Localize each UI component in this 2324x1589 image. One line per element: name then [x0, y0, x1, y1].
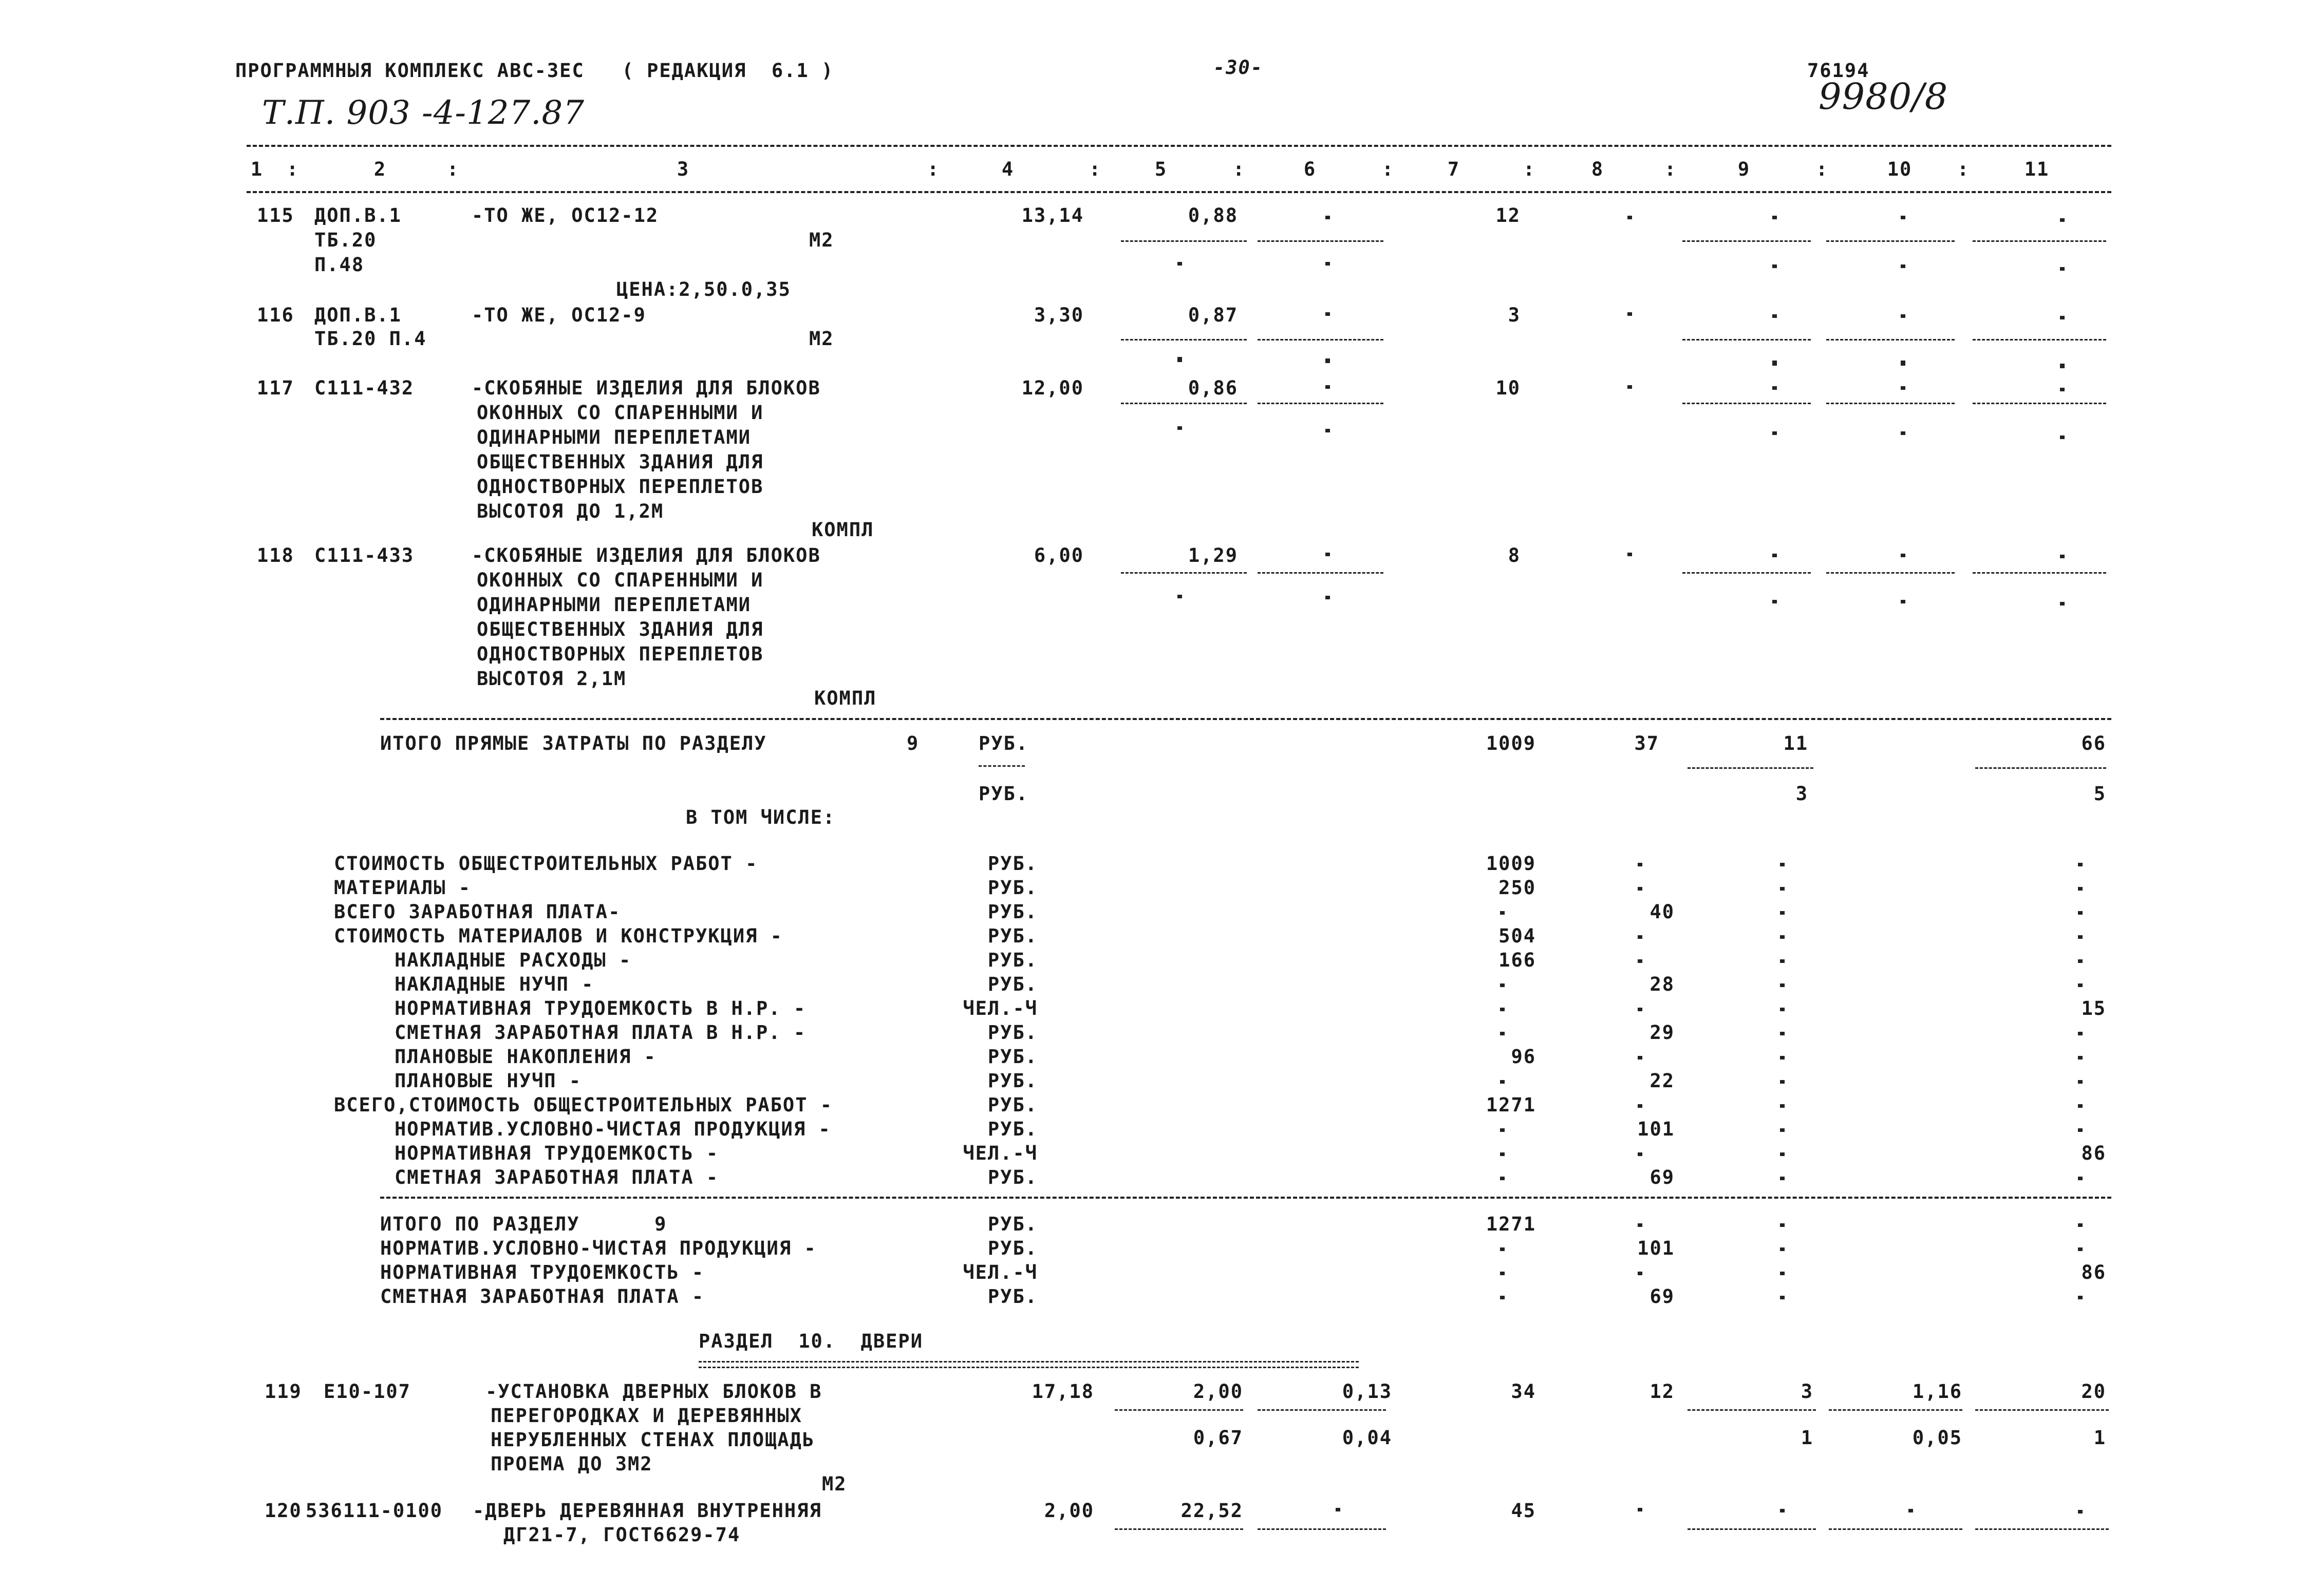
col-header-11: 11 — [2024, 158, 2050, 180]
nil-mark — [1901, 431, 1905, 435]
row-code: ДОП.В.1 — [314, 304, 402, 326]
row-unit-cost: 0,88 — [1188, 204, 1238, 226]
row-description-line: -СКОБЯНЫЕ ИЗДЕЛИЯ ДЛЯ БЛОКОВ — [472, 544, 821, 566]
col-header-8: 8 — [1591, 158, 1604, 180]
nil-mark — [2078, 1296, 2083, 1299]
breakdown-label: ВСЕГО,СТОИМОСТЬ ОБЩЕСТРОИТЕЛЬНЫХ РАБОТ - — [334, 1094, 833, 1116]
project-number-handwritten: Т.П. 903 -4-127.87 — [262, 94, 585, 132]
sub-rule — [1688, 1409, 1816, 1411]
nil-mark — [2078, 1032, 2083, 1035]
row-unit-cost: 0,87 — [1188, 304, 1238, 326]
nil-mark — [1772, 600, 1777, 603]
nil-mark — [1500, 1008, 1505, 1011]
row-code-line: ТБ.20 П.4 — [314, 328, 427, 350]
nil-mark — [2060, 388, 2065, 391]
col-sep: : — [927, 158, 940, 180]
nil-mark — [1772, 314, 1777, 318]
breakdown-c7: 504 — [1498, 925, 1536, 947]
breakdown-unit: РУБ. — [987, 1094, 1038, 1116]
nil-mark — [1638, 935, 1642, 939]
breakdown-c7: 96 — [1511, 1046, 1536, 1068]
breakdown-c7: 166 — [1498, 949, 1536, 971]
breakdown-c8: 40 — [1650, 901, 1675, 923]
nil-mark — [1780, 1152, 1785, 1156]
sub-rule — [1826, 240, 1955, 242]
nil-mark — [1627, 553, 1632, 556]
sub-rule — [1682, 240, 1811, 242]
row-number: 116 — [257, 304, 294, 326]
row-unit-cost: 2,00 — [1193, 1380, 1243, 1403]
breakdown-label: МАТЕРИАЛЫ - — [334, 877, 472, 899]
sub-rule — [1682, 339, 1811, 340]
row-number: 118 — [257, 544, 294, 566]
col-sep: : — [287, 158, 299, 180]
nil-mark — [1627, 312, 1632, 316]
row-description-line: ВЫСОТОЯ ДО 1,2М — [477, 500, 664, 522]
sub-rule — [1826, 572, 1955, 574]
section-total-c8: 69 — [1650, 1285, 1675, 1308]
section-total-c8: 101 — [1637, 1237, 1675, 1259]
breakdown-unit: РУБ. — [987, 1118, 1038, 1140]
nil-mark — [1772, 386, 1777, 390]
sub-rule — [1115, 1409, 1243, 1411]
nil-mark — [1901, 314, 1905, 318]
breakdown-label: НОРМАТИВНАЯ ТРУДОЕМКОСТЬ - — [395, 1142, 719, 1164]
nil-mark — [1325, 553, 1330, 556]
nil-mark — [1901, 554, 1905, 557]
row-quantity: 17,18 — [1032, 1380, 1094, 1403]
nil-mark — [1780, 1272, 1785, 1275]
row-description-line: ОДИНАРНЫМИ ПЕРЕПЛЕТАМИ — [477, 426, 752, 448]
section-total-c11: 86 — [2081, 1261, 2106, 1283]
breakdown-label: ВСЕГО ЗАРАБОТНАЯ ПЛАТА- — [334, 901, 621, 923]
section-total-label: НОРМАТИВ.УСЛОВНО-ЧИСТАЯ ПРОДУКЦИЯ - — [380, 1237, 817, 1259]
row-number: 120 — [265, 1500, 302, 1522]
breakdown-label: НОРМАТИВ.УСЛОВНО-ЧИСТАЯ ПРОДУКЦИЯ - — [395, 1118, 831, 1140]
col-sep: : — [1382, 158, 1395, 180]
row-number: 115 — [257, 204, 294, 226]
nil-mark — [1780, 1177, 1785, 1180]
row-unit-cost: 1,29 — [1188, 544, 1238, 566]
breakdown-unit: ЧЕЛ.-Ч — [963, 997, 1038, 1019]
nil-mark — [1500, 1247, 1505, 1251]
col-sep: : — [1089, 158, 1102, 180]
nil-mark — [2060, 436, 2065, 439]
nil-mark — [1901, 362, 1905, 366]
row-labor-cost: 0,13 — [1342, 1380, 1392, 1403]
nil-mark — [1772, 362, 1777, 366]
col-header-4: 4 — [1001, 158, 1015, 180]
row-code-line: П.48 — [314, 254, 365, 276]
col-header-10: 10 — [1887, 158, 1913, 180]
row-quantity: 3,30 — [1034, 304, 1084, 326]
row-unit-cost: 22,52 — [1180, 1500, 1243, 1522]
row-code-line: ТБ.20 — [314, 229, 377, 251]
nil-mark — [1638, 863, 1642, 866]
row-c10-sub: 0,05 — [1912, 1427, 1962, 1449]
col-header-6: 6 — [1303, 158, 1317, 180]
nil-mark — [1500, 1080, 1505, 1084]
nil-mark — [1901, 600, 1905, 603]
breakdown-unit: РУБ. — [987, 1166, 1038, 1188]
nil-mark — [2078, 1177, 2083, 1180]
breakdown-unit: РУБ. — [987, 877, 1038, 899]
nil-mark — [1500, 1296, 1505, 1299]
nil-mark — [1500, 1272, 1505, 1275]
col-sep: : — [447, 158, 460, 180]
nil-mark — [1500, 1128, 1505, 1132]
row-unit: КОМПЛ — [812, 519, 874, 541]
row-c11: 20 — [2081, 1380, 2106, 1403]
nil-mark — [1638, 1056, 1642, 1060]
row-description-line: ОБЩЕСТВЕННЫХ ЗДАНИЯ ДЛЯ — [477, 618, 764, 640]
row-description-line: ОДНОСТВОРНЫХ ПЕРЕПЛЕТОВ — [477, 643, 764, 665]
sub-rule — [1975, 1528, 2109, 1530]
sub-rule — [1829, 1528, 1962, 1530]
total-c11-sub: 5 — [2093, 783, 2106, 805]
row-code: ДОП.В.1 — [314, 204, 402, 226]
row-unit: М2 — [822, 1473, 847, 1495]
program-title: ПРОГРАММНЫЯ КОМПЛЕКС АВС-3ЕС ( РЕДАКЦИЯ 6.1 ) — [235, 60, 834, 82]
col-header-9: 9 — [1737, 158, 1751, 180]
nil-mark — [2078, 1080, 2083, 1084]
sub-rule — [1258, 1409, 1386, 1411]
row-quantity: 6,00 — [1034, 544, 1084, 566]
breakdown-label: СМЕТНАЯ ЗАРАБОТНАЯ ПЛАТА - — [395, 1166, 719, 1188]
nil-mark — [1638, 959, 1642, 963]
nil-mark — [1772, 264, 1777, 268]
nil-mark — [1772, 554, 1777, 557]
row-c11-sub: 1 — [2093, 1427, 2106, 1449]
row-description-line: ПЕРЕГОРОДКАХ И ДЕРЕВЯННЫХ — [491, 1405, 802, 1427]
sub-rule — [1121, 240, 1247, 242]
breakdown-unit: РУБ. — [987, 1046, 1038, 1068]
row-quantity: 2,00 — [1044, 1500, 1094, 1522]
nil-mark — [1780, 1008, 1785, 1011]
sub-rule — [1682, 572, 1811, 574]
breakdown-label: СТОИМОСТЬ МАТЕРИАЛОВ И КОНСТРУКЦИЯ - — [334, 925, 783, 947]
nil-mark — [2078, 863, 2083, 866]
row-number: 119 — [265, 1380, 302, 1403]
nil-mark — [1780, 1104, 1785, 1108]
breakdown-c11: 15 — [2081, 997, 2106, 1019]
row-code: Е10-107 — [324, 1380, 411, 1403]
sub-rule — [1121, 403, 1247, 404]
totals-rule — [380, 718, 2111, 720]
breakdown-unit: ЧЕЛ.-Ч — [963, 1142, 1038, 1164]
total-c11: 66 — [2081, 732, 2106, 754]
nil-mark — [1901, 264, 1905, 268]
nil-mark — [1177, 426, 1182, 430]
row-code: С111-432 — [314, 377, 415, 399]
breakdown-c7: 250 — [1498, 877, 1536, 899]
breakdown-c8: 29 — [1650, 1021, 1675, 1044]
including-label: В ТОМ ЧИСЛЕ: — [686, 806, 836, 828]
nil-mark — [2078, 1104, 2083, 1108]
nil-mark — [1325, 385, 1330, 389]
row-description-line: ОДНОСТВОРНЫХ ПЕРЕПЛЕТОВ — [477, 476, 764, 498]
sub-rule — [1258, 339, 1383, 340]
row-total: 45 — [1511, 1500, 1536, 1522]
nil-mark — [2078, 911, 2083, 915]
nil-mark — [2060, 267, 2065, 271]
nil-mark — [2060, 555, 2065, 558]
row-description-line: ОБЩЕСТВЕННЫХ ЗДАНИЯ ДЛЯ — [477, 451, 764, 473]
col-sep: : — [1664, 158, 1677, 180]
breakdown-unit: РУБ. — [987, 973, 1038, 995]
nil-mark — [2078, 1223, 2083, 1227]
col-sep: : — [1957, 158, 1970, 180]
sub-rule — [1258, 240, 1383, 242]
sub-rule — [1121, 339, 1247, 340]
nil-mark — [2078, 959, 2083, 963]
breakdown-label: НОРМАТИВНАЯ ТРУДОЕМКОСТЬ В Н.Р. - — [395, 997, 807, 1019]
nil-mark — [1638, 1508, 1642, 1511]
header-rule-bottom — [247, 191, 2111, 193]
section-heading-underline — [699, 1361, 1359, 1368]
nil-mark — [2060, 602, 2065, 606]
sub-rule — [1826, 403, 1955, 404]
row-number: 117 — [257, 377, 294, 399]
nil-mark — [1627, 216, 1632, 219]
row-unit-cost-sub: 0,67 — [1193, 1427, 1243, 1449]
col-header-5: 5 — [1154, 158, 1168, 180]
row-code: С111-433 — [314, 544, 415, 566]
row-description-line: -ДВЕРЬ ДЕРЕВЯННАЯ ВНУТРЕННЯЯ — [473, 1500, 822, 1522]
row-description: -ТО ЖЕ, ОС12-12 — [472, 204, 659, 226]
document-code: 76194 — [1807, 60, 1870, 82]
nil-mark — [1780, 983, 1785, 987]
col-sep: : — [1233, 158, 1246, 180]
row-description-line: ОКОННЫХ СО СПАРЕННЫМИ И — [477, 569, 764, 591]
row-description-line: -УСТАНОВКА ДВЕРНЫХ БЛОКОВ В — [485, 1380, 822, 1403]
sheet-number-handwritten: 9980/8 — [1819, 75, 1948, 118]
nil-mark — [1638, 1223, 1642, 1227]
breakdown-c7: 1009 — [1486, 853, 1536, 875]
sub-rule — [1973, 403, 2106, 404]
total-c9-sub: 3 — [1795, 783, 1808, 805]
nil-mark — [1638, 1272, 1642, 1275]
page-number: -30- — [1213, 56, 1264, 79]
nil-mark — [1325, 429, 1330, 432]
nil-mark — [1325, 596, 1330, 599]
breakdown-label: ПЛАНОВЫЕ НАКОПЛЕНИЯ - — [395, 1046, 657, 1068]
total-c8: 37 — [1634, 732, 1659, 754]
row-c10: 1,16 — [1912, 1380, 1962, 1403]
nil-mark — [1780, 1223, 1785, 1227]
breakdown-unit: РУБ. — [987, 901, 1038, 923]
nil-mark — [1177, 358, 1182, 362]
breakdown-c8: 69 — [1650, 1166, 1675, 1188]
breakdown-label: НАКЛАДНЫЕ НУЧП - — [395, 973, 594, 995]
col-header-1: 1 — [250, 158, 264, 180]
breakdown-c7: 1271 — [1486, 1094, 1536, 1116]
nil-mark — [1780, 863, 1785, 866]
nil-mark — [1772, 431, 1777, 435]
nil-mark — [1780, 911, 1785, 915]
breakdown-unit: РУБ. — [987, 1070, 1038, 1092]
sub-rule — [1688, 1528, 1816, 1530]
sub-rule — [1829, 1409, 1962, 1411]
breakdown-label: СТОИМОСТЬ ОБЩЕСТРОИТЕЛЬНЫХ РАБОТ - — [334, 853, 758, 875]
nil-mark — [1780, 1509, 1785, 1512]
nil-mark — [1908, 1509, 1913, 1512]
nil-mark — [1901, 386, 1905, 390]
header-rule-top — [247, 145, 2111, 147]
nil-mark — [1177, 262, 1182, 266]
sub-rule — [1975, 1409, 2109, 1411]
nil-mark — [1325, 312, 1330, 316]
total-unit-2: РУБ. — [979, 783, 1029, 805]
section-total-rule — [380, 1197, 2111, 1199]
breakdown-c11: 86 — [2081, 1142, 2106, 1164]
nil-mark — [2078, 1128, 2083, 1132]
total-c9: 11 — [1783, 732, 1808, 754]
nil-mark — [1177, 595, 1182, 598]
total-c7: 1009 — [1486, 732, 1536, 754]
nil-mark — [2060, 365, 2065, 368]
nil-mark — [2078, 1247, 2083, 1251]
sub-rule — [979, 765, 1025, 767]
sub-rule — [1973, 572, 2106, 574]
nil-mark — [1780, 935, 1785, 939]
nil-mark — [2060, 218, 2065, 222]
nil-mark — [2078, 1056, 2083, 1060]
section-total-label: ИТОГО ПО РАЗДЕЛУ 9 — [380, 1213, 667, 1235]
nil-mark — [1780, 959, 1785, 963]
section-total-label: НОРМАТИВНАЯ ТРУДОЕМКОСТЬ - — [380, 1261, 705, 1283]
breakdown-c8: 28 — [1650, 973, 1675, 995]
nil-mark — [1500, 1152, 1505, 1156]
breakdown-label: СМЕТНАЯ ЗАРАБОТНАЯ ПЛАТА В Н.Р. - — [395, 1021, 807, 1044]
nil-mark — [2078, 983, 2083, 987]
sub-rule — [1682, 403, 1811, 404]
sub-rule — [1973, 240, 2106, 242]
breakdown-unit: РУБ. — [987, 925, 1038, 947]
nil-mark — [1638, 1152, 1642, 1156]
nil-mark — [1780, 1056, 1785, 1060]
nil-mark — [1780, 1080, 1785, 1084]
nil-mark — [2078, 1510, 2083, 1514]
nil-mark — [1500, 1177, 1505, 1180]
section-total-unit: РУБ. — [987, 1213, 1038, 1235]
row-description: -ТО ЖЕ, ОС12-9 — [472, 304, 646, 326]
section-total-unit: ЧЕЛ.-Ч — [963, 1261, 1038, 1283]
nil-mark — [1627, 385, 1632, 389]
breakdown-unit: РУБ. — [987, 1021, 1038, 1044]
col-header-2: 2 — [373, 158, 387, 180]
nil-mark — [1901, 216, 1905, 219]
row-code: 536111-0100 — [306, 1500, 443, 1522]
total-unit: РУБ. — [979, 732, 1029, 754]
row-quantity: 12,00 — [1021, 377, 1084, 399]
nil-mark — [1780, 1128, 1785, 1132]
nil-mark — [1638, 1008, 1642, 1011]
total-label: ИТОГО ПРЯМЫЕ ЗАТРАТЫ ПО РАЗДЕЛУ — [380, 732, 767, 754]
row-c8: 12 — [1650, 1380, 1675, 1403]
sub-rule — [1826, 339, 1955, 340]
sub-rule — [1121, 572, 1247, 574]
row-total: 8 — [1508, 544, 1521, 566]
breakdown-unit: РУБ. — [987, 949, 1038, 971]
nil-mark — [1500, 911, 1505, 915]
sub-rule — [1688, 767, 1813, 769]
col-sep: : — [1523, 158, 1536, 180]
breakdown-c8: 101 — [1637, 1118, 1675, 1140]
row-description-line: -СКОБЯНЫЕ ИЗДЕЛИЯ ДЛЯ БЛОКОВ — [472, 377, 821, 399]
nil-mark — [1500, 983, 1505, 987]
row-unit-cost: 0,86 — [1188, 377, 1238, 399]
section-heading: РАЗДЕЛ 10. ДВЕРИ — [699, 1330, 923, 1352]
section-total-unit: РУБ. — [987, 1237, 1038, 1259]
section-total-c7: 1271 — [1486, 1213, 1536, 1235]
row-description-line: ОДИНАРНЫМИ ПЕРЕПЛЕТАМИ — [477, 594, 752, 616]
row-total: 10 — [1495, 377, 1521, 399]
row-unit: КОМПЛ — [814, 687, 877, 709]
row-total: 3 — [1508, 304, 1521, 326]
nil-mark — [1780, 1296, 1785, 1299]
row-total: 12 — [1495, 204, 1521, 226]
nil-mark — [1638, 1104, 1642, 1108]
nil-mark — [1500, 1032, 1505, 1035]
row-description-line: ПРОЕМА ДО 3М2 — [491, 1453, 653, 1475]
row-total: 34 — [1511, 1380, 1536, 1403]
nil-mark — [1780, 1032, 1785, 1035]
col-header-3: 3 — [677, 158, 690, 180]
breakdown-label: НАКЛАДНЫЕ РАСХОДЫ - — [395, 949, 632, 971]
col-sep: : — [1816, 158, 1829, 180]
row-unit: М2 — [809, 229, 834, 251]
nil-mark — [2078, 887, 2083, 891]
row-description-line: ВЫСОТОЯ 2,1М — [477, 668, 627, 690]
nil-mark — [1638, 887, 1642, 891]
nil-mark — [1780, 887, 1785, 891]
nil-mark — [1336, 1508, 1340, 1511]
section-total-unit: РУБ. — [987, 1285, 1038, 1308]
total-section: 9 — [907, 732, 920, 754]
row-c9: 3 — [1801, 1380, 1813, 1403]
nil-mark — [2078, 935, 2083, 939]
row-labor-cost-sub: 0,04 — [1342, 1427, 1392, 1449]
sub-rule — [1258, 1528, 1386, 1530]
section-total-label: СМЕТНАЯ ЗАРАБОТНАЯ ПЛАТА - — [380, 1285, 705, 1308]
nil-mark — [1325, 262, 1330, 266]
nil-mark — [1780, 1247, 1785, 1251]
row-unit: М2 — [809, 328, 834, 350]
row-description-line: ОКОННЫХ СО СПАРЕННЫМИ И — [477, 402, 764, 424]
nil-mark — [1325, 360, 1330, 363]
nil-mark — [1325, 216, 1330, 219]
nil-mark — [1772, 216, 1777, 219]
col-header-7: 7 — [1447, 158, 1460, 180]
breakdown-label: ПЛАНОВЫЕ НУЧП - — [395, 1070, 582, 1092]
row-description-line: ДГ21-7, ГОСТ6629-74 — [503, 1524, 741, 1546]
row-c9-sub: 1 — [1801, 1427, 1813, 1449]
row-quantity: 13,14 — [1021, 204, 1084, 226]
sub-rule — [1975, 767, 2106, 769]
sub-rule — [1258, 572, 1383, 574]
sub-rule — [1973, 339, 2106, 340]
breakdown-unit: РУБ. — [987, 853, 1038, 875]
row-price-note: ЦЕНА:2,50.0,35 — [616, 278, 791, 300]
sub-rule — [1115, 1528, 1243, 1530]
breakdown-c8: 22 — [1650, 1070, 1675, 1092]
row-description-line: НЕРУБЛЕННЫХ СТЕНАХ ПЛОЩАДЬ — [491, 1429, 815, 1451]
nil-mark — [2060, 316, 2065, 319]
sub-rule — [1258, 403, 1383, 404]
